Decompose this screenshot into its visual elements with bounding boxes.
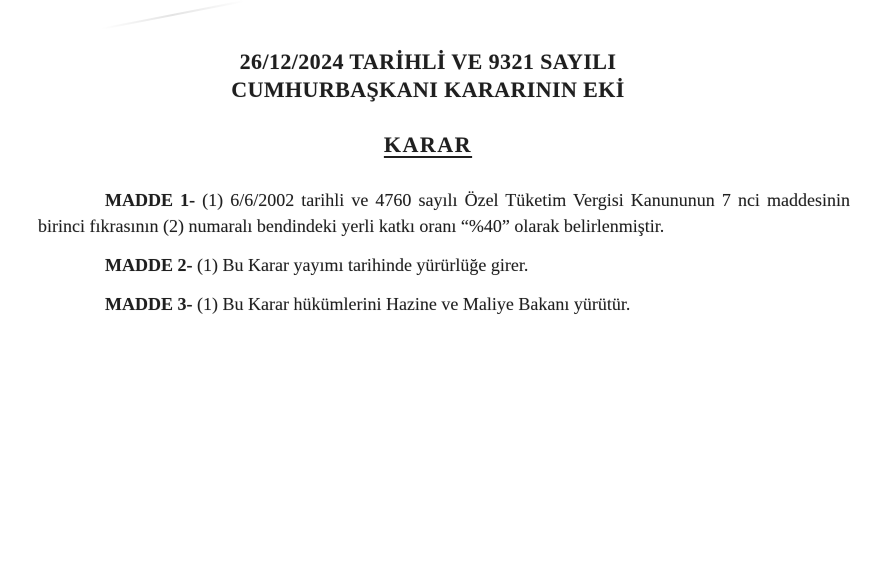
article-madde-2 <box>38 252 850 278</box>
article-madde-3 <box>38 291 850 317</box>
article-madde-1 <box>38 187 850 239</box>
header-line-1: 26/12/2024 TARİHLİ VE 9321 SAYILI <box>239 49 617 74</box>
article-1-text: (1) 6/6/2002 tarihli ve 4760 sayılı Özel Tüketim Vergisi Kanununun 7 nci maddesinin birinci fıkrasının (2) numaralı bendindeki yerli katkı oranı “%40” olarak belirlenmiştir. <box>38 190 850 236</box>
article-2-label: MADDE 2- <box>105 255 193 275</box>
article-3-text: (1) Bu Karar hükümlerini Hazine ve Maliye Bakanı yürütür. <box>192 294 631 314</box>
header-line-2: CUMHURBAŞKANI KARARININ EKİ <box>231 77 625 102</box>
article-3-label: MADDE 3- <box>105 294 193 314</box>
title-text: KARAR <box>383 132 473 157</box>
document-header <box>0 48 856 104</box>
article-2-text: (1) Bu Karar yayımı tarihinde yürürlüğe girer. <box>192 255 529 275</box>
document-title <box>0 131 856 159</box>
document-body <box>38 187 850 317</box>
scan-artifact-line <box>101 0 244 30</box>
article-1-label: MADDE 1- <box>105 190 196 210</box>
